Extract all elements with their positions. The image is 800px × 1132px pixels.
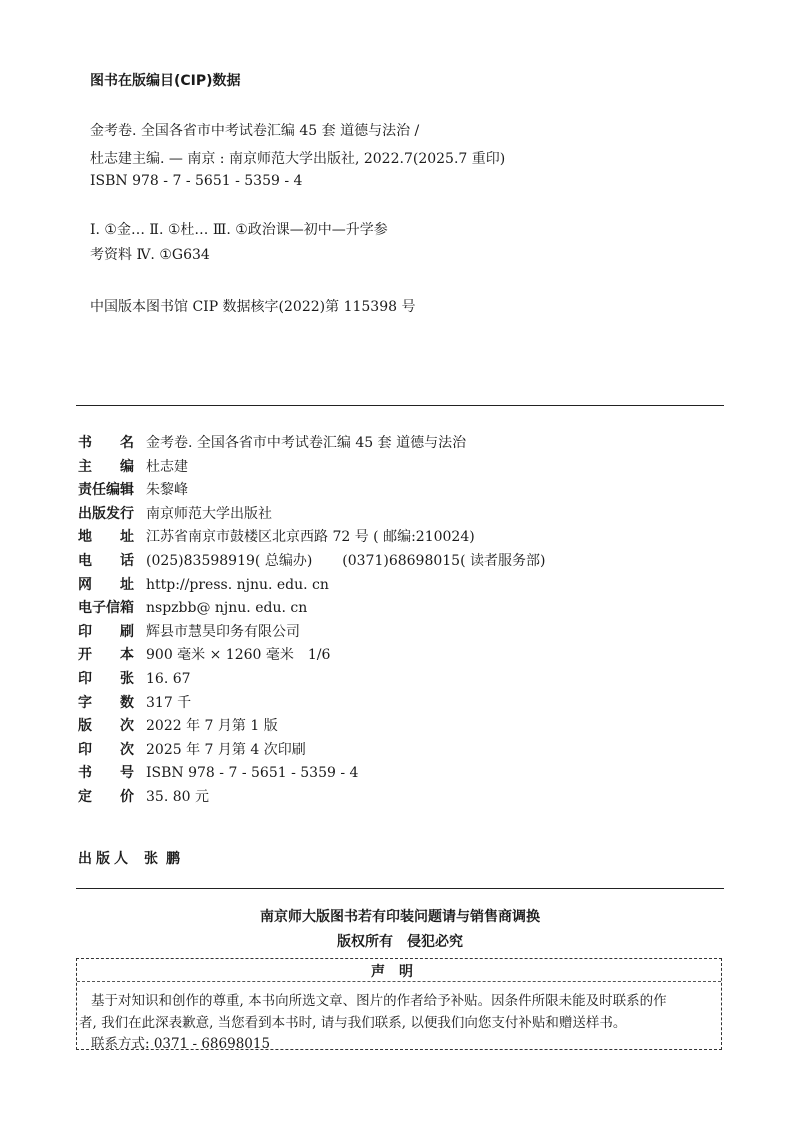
info-label: 印 次 (78, 741, 134, 758)
info-value: ISBN 978 - 7 - 5651 - 5359 - 4 (146, 765, 359, 782)
bottom-rule (76, 888, 724, 889)
info-label: 地 址 (78, 529, 134, 546)
info-row-format (78, 644, 718, 668)
info-row-printer (78, 621, 718, 645)
info-label: 字 数 (78, 694, 134, 711)
info-row-distributor (78, 503, 718, 527)
info-row-address (78, 526, 718, 550)
info-value: 35. 80 元 (146, 788, 209, 805)
info-row-title (78, 432, 718, 456)
info-label: 主 编 (78, 458, 134, 475)
info-value: 16. 67 (146, 670, 191, 687)
publisher-label: 出版人 (78, 851, 132, 867)
info-value: 2025 年 7 月第 4 次印刷 (146, 741, 306, 758)
info-label: 印 张 (78, 670, 134, 687)
statement-box (76, 958, 722, 1050)
info-value: 2022 年 7 月第 1 版 (146, 718, 278, 735)
copyright-notice: 版权所有 侵犯必究 (337, 934, 463, 950)
info-row-chief-editor (78, 456, 718, 480)
info-value: 南京师范大学出版社 (146, 505, 272, 522)
statement-title: 声明 (371, 964, 427, 980)
info-value: 900 毫米 × 1260 毫米 1/6 (146, 647, 331, 664)
statement-line-2: 者, 我们在此深表歉意, 当您看到本书时, 请与我们联系, 以便我们向您支付补贴和赠送样书。 (79, 1015, 627, 1031)
info-label: 印 刷 (78, 623, 134, 640)
info-row-isbn (78, 762, 718, 786)
phone-reader-service: (0371)68698015( 读者服务部) (342, 552, 546, 569)
info-value: 辉县市慧昊印务有限公司 (146, 623, 300, 640)
info-label: 电 话 (78, 552, 134, 569)
info-label: 责任编辑 (78, 482, 134, 499)
cip-classification-line: Ⅰ. ①金… Ⅱ. ①杜… Ⅲ. ①政治课—初中—升学参 (90, 222, 388, 238)
phone-editorial: (025)83598919( 总编办) (146, 552, 313, 569)
publisher-line (78, 848, 188, 868)
info-value: 江苏省南京市鼓楼区北京西路 72 号 ( 邮编:210024) (146, 529, 475, 546)
info-value: nspzbb@ njnu. edu. cn (146, 600, 308, 617)
info-label: 电子信箱 (78, 600, 134, 617)
cip-editor-line: 杜志建主编. — 南京 : 南京师范大学出版社, 2022.7(2025.7 重印) (90, 151, 506, 167)
cip-title-line: 金考卷. 全国各省市中考试卷汇编 45 套 道德与法治 / (90, 123, 420, 139)
info-value: 317 千 (146, 694, 192, 711)
book-info-table (78, 432, 718, 810)
info-label: 版 次 (78, 718, 134, 735)
info-row-word-count (78, 692, 718, 716)
cip-record-number: 中国版本图书馆 CIP 数据核字(2022)第 115398 号 (90, 299, 416, 315)
statement-contact: 联系方式: 0371 - 68698015 (91, 1036, 271, 1052)
info-value: http://press. njnu. edu. cn (146, 576, 329, 593)
info-label: 开 本 (78, 647, 134, 664)
info-value: 金考卷. 全国各省市中考试卷汇编 45 套 道德与法治 (146, 435, 467, 451)
publisher-name: 张鹏 (144, 851, 188, 867)
print-defect-notice: 南京师大版图书若有印装问题请与销售商调换 (260, 909, 540, 925)
info-row-responsible-editor (78, 479, 718, 503)
info-row-website (78, 574, 718, 598)
statement-line-1: 基于对知识和创作的尊重, 本书向所选文章、图片的作者给予补贴。因条件所限未能及时联系的作 (91, 993, 667, 1009)
info-label: 书 号 (78, 765, 134, 782)
info-row-price (78, 786, 718, 810)
info-label: 网 址 (78, 576, 134, 593)
info-value (146, 550, 545, 574)
statement-divider (77, 981, 721, 982)
info-value: 朱黎峰 (146, 482, 188, 499)
info-row-email (78, 597, 718, 621)
info-row-printing (78, 739, 718, 763)
info-row-edition (78, 715, 718, 739)
info-row-sheets (78, 668, 718, 692)
info-label: 出版发行 (78, 505, 134, 522)
cip-isbn-line: ISBN 978 - 7 - 5651 - 5359 - 4 (90, 173, 303, 189)
top-rule (76, 405, 724, 406)
info-row-phone (78, 550, 718, 574)
cip-classification-line-2: 考资料 Ⅳ. ①G634 (90, 247, 210, 263)
cip-heading: 图书在版编目(CIP)数据 (90, 73, 241, 89)
info-value: 杜志建 (146, 458, 188, 475)
info-label: 书 名 (78, 435, 134, 451)
info-label: 定 价 (78, 788, 134, 805)
